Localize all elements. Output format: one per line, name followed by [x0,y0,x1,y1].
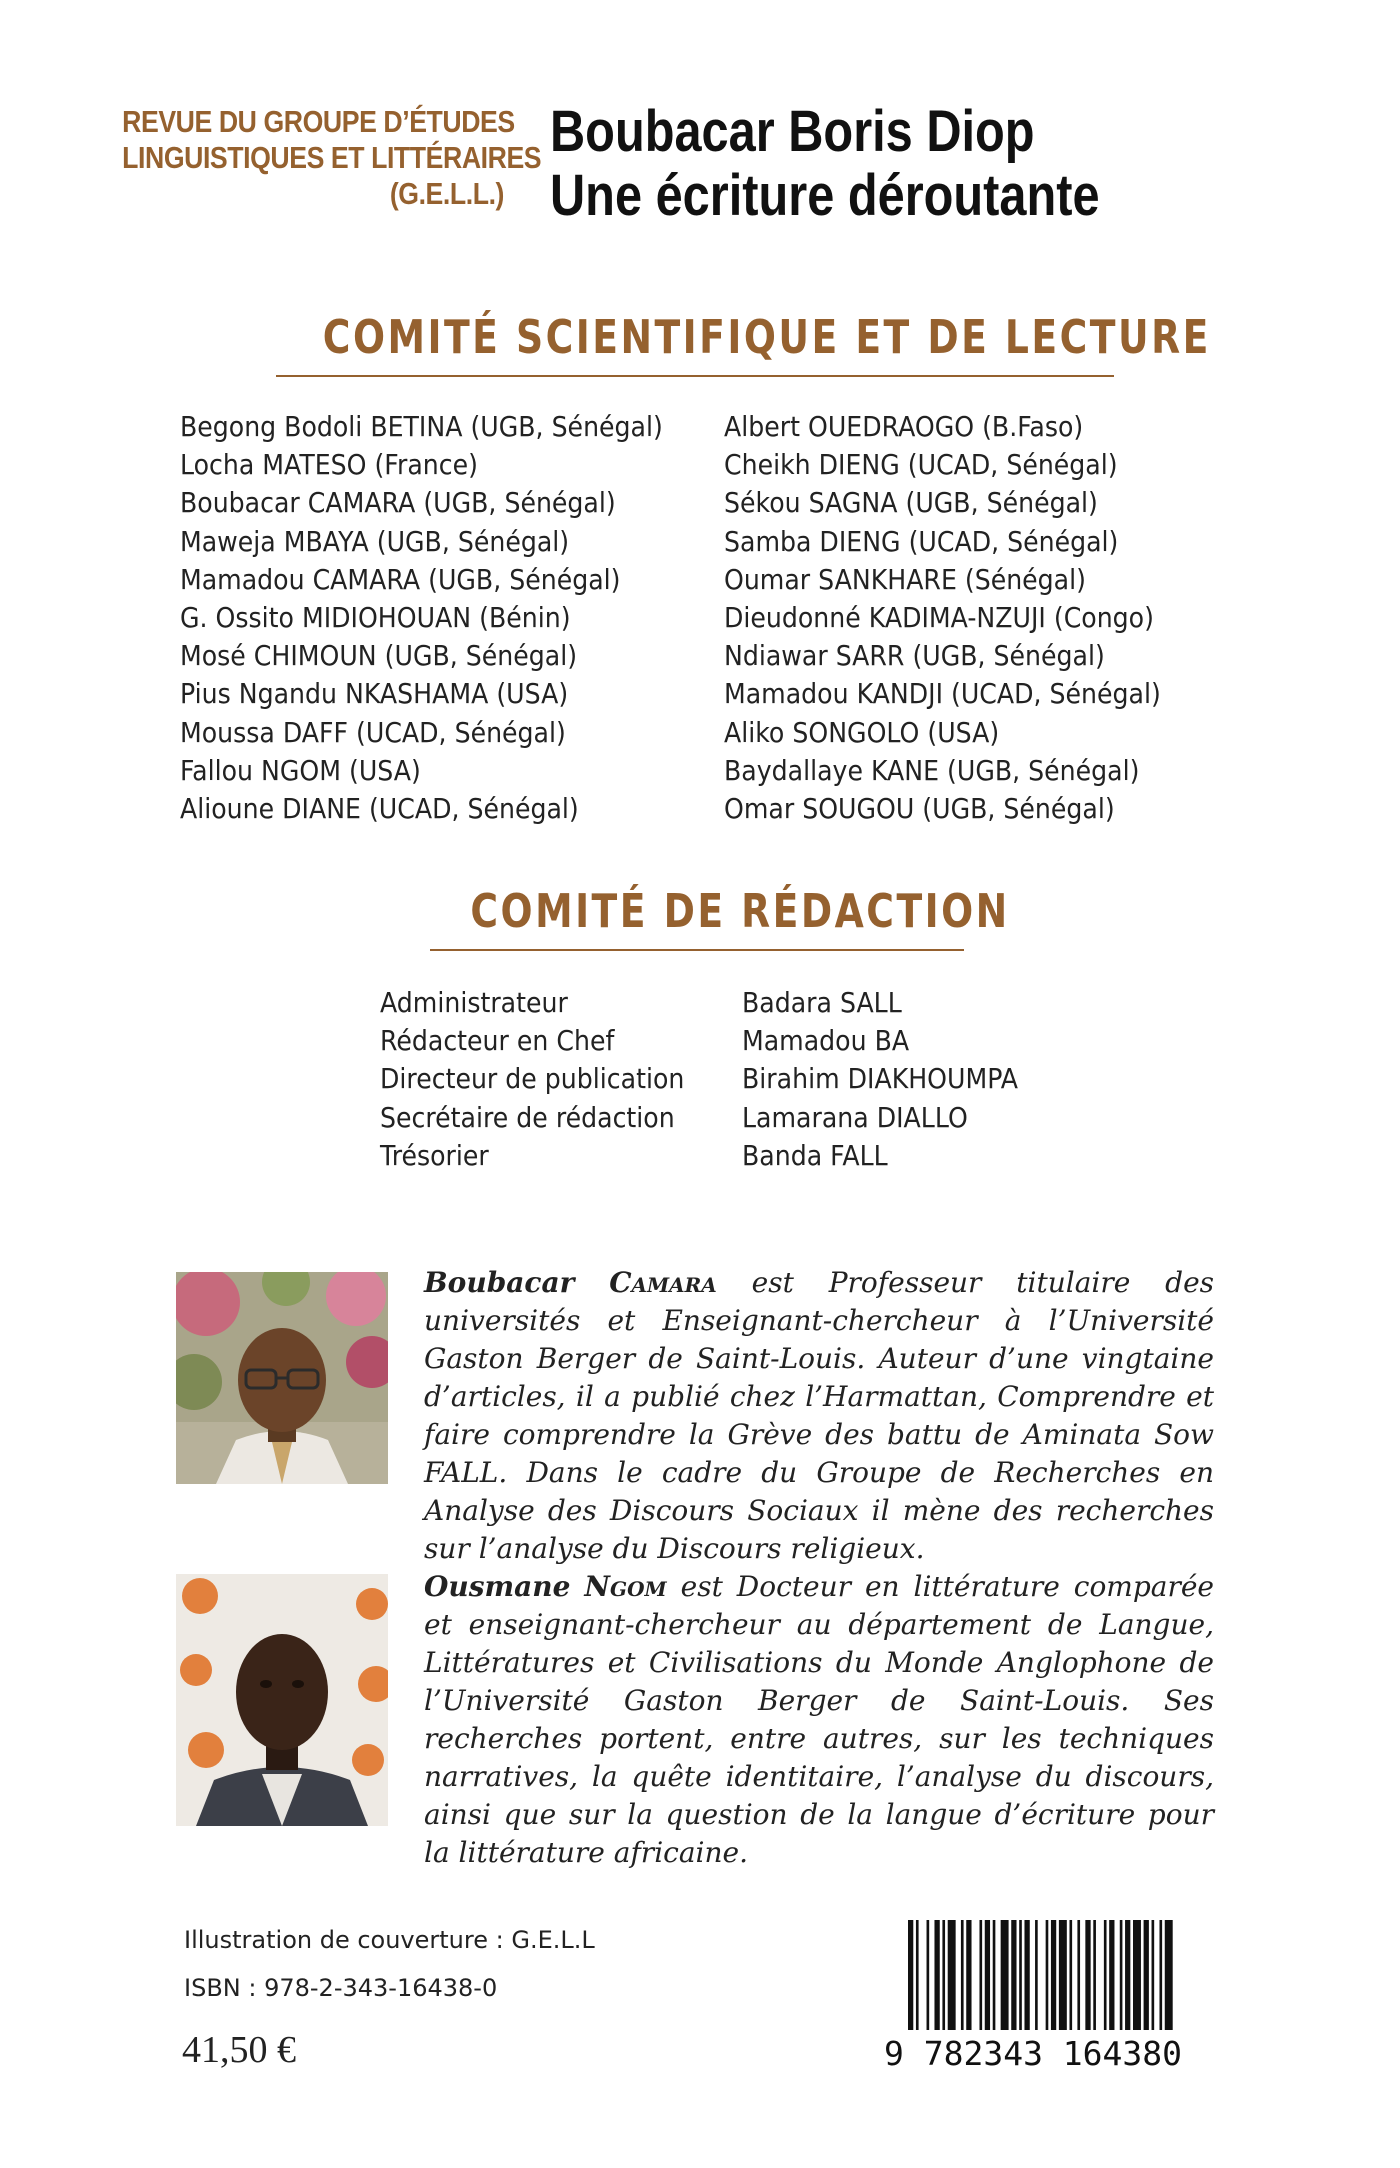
editorial-name: Mamadou BA [742,1024,910,1058]
committee-member: Mamadou KANDJI (UCAD, Sénégal) [724,677,1161,711]
bio-ngom [424,1568,1214,1872]
barcode-bar [908,1920,913,2030]
barcode-bar [961,1920,964,2030]
editorial-role: Rédacteur en Chef [380,1024,615,1058]
editorial-roles-column [380,984,718,1175]
barcode-bar [1133,1920,1141,2030]
committee-member: Locha MATESO (France) [180,448,478,482]
committee-member: Pius Ngandu NKASHAMA (USA) [180,677,569,711]
title-line: Une écriture déroutante [550,163,1100,228]
barcode-bar [966,1920,971,2030]
barcode-bar [1019,1920,1022,2030]
committee-member: Cheikh DIENG (UCAD, Sénégal) [724,448,1118,482]
journal-name [122,104,542,212]
barcode-bar [1046,1920,1049,2030]
barcode-bar [1051,1920,1056,2030]
barcode-bar [942,1920,945,2030]
barcode-bar [1001,1920,1009,2030]
committee-member: Mosé CHIMOUN (UGB, Sénégal) [180,639,578,673]
barcode-bar [1093,1920,1096,2030]
editorial-role: Secrétaire de rédaction [380,1100,675,1134]
editorial-name: Lamarana DIALLO [742,1100,968,1134]
editorial-role: Administrateur [380,986,568,1019]
barcode-bar [979,1920,982,2030]
committee-member: Albert OUEDRAOGO (B.Faso) [724,410,1084,443]
scientific-committee-right-column [724,408,1209,828]
editorial-names-column [742,984,1049,1175]
barcode-bar [1109,1920,1114,2030]
barcode-bar [927,1920,930,2030]
bio-first-name: Ousmane [424,1570,571,1603]
barcode-bar [916,1920,919,2030]
barcode-digits: 9 782343 164380 [884,2034,1183,2073]
scientific-committee-left-column [180,408,716,828]
committee-member: Boubacar CAMARA (UGB, Sénégal) [180,486,616,520]
editorial-name: Badara SALL [742,986,902,1019]
editorial-committee-heading: COMITÉ DE RÉDACTION [470,884,1010,938]
author-photo-camara [176,1272,388,1484]
committee-member: Dieudonné KADIMA-NZUJI (Congo) [724,601,1154,635]
committee-member: Alioune DIANE (UCAD, Sénégal) [180,792,579,826]
committee-member: Baydallaye KANE (UGB, Sénégal) [724,753,1140,787]
price: 41,50 € [182,2029,296,2071]
journal-line: (G.E.L.L.) [389,176,504,211]
committee-member: Mamadou CAMARA (UGB, Sénégal) [180,562,621,596]
illustration-credit: Illustration de couverture : G.E.L.L [184,1926,595,1954]
heading-rule [276,375,1114,377]
committee-member: Oumar SANKHARE (Sénégal) [724,562,1086,596]
barcode-bar [1165,1920,1173,2030]
isbn: ISBN : 978-2-343-16438-0 [184,1974,498,2002]
editorial-role: Trésorier [380,1138,489,1172]
heading-rule [430,949,964,951]
editorial-role: Directeur de publication [380,1062,685,1096]
bio-text: est Docteur en littérature comparée et enseignant-chercheur au département de Langue, Littératures et Civilisations du Monde Anglophone de l’Université Gaston Berger de Saint-Louis. Ses recherches portent, entre autres, sur les techniques narratives, la quête identitaire, l’analyse du discours, ainsi que sur la question de la langue d’écriture pour la littérature africaine. [424,1570,1215,1869]
committee-member: Moussa DAFF (UCAD, Sénégal) [180,715,566,749]
barcode-bar [1152,1920,1155,2030]
committee-member: Samba DIENG (UCAD, Sénégal) [724,524,1119,558]
barcode-bar [985,1920,990,2030]
bio-first-name: Boubacar [424,1266,575,1299]
barcode-bar [1159,1920,1162,2030]
author-photo-ngom [176,1574,388,1826]
committee-member: Sékou SAGNA (UGB, Sénégal) [724,486,1098,520]
barcode-bar [1069,1920,1072,2030]
committee-member: Ndiawar SARR (UGB, Sénégal) [724,639,1105,673]
committee-member: Aliko SONGOLO (USA) [724,715,1000,749]
barcode-bar [1144,1920,1149,2030]
barcode-bar [1120,1920,1123,2030]
barcode-bar [948,1920,956,2030]
editorial-name: Birahim DIAKHOUMPA [742,1062,1019,1096]
bio-text: est Professeur titulaire des universités et Enseignant-chercheur à l’Université Gaston Berger de Saint-Louis. Auteur d’une vingtaine d’articles, il a publié chez l’Harmattan, Comprendre et faire comprendre la Grève des battu de Aminata Sow FALL. Dans le cadre du Groupe de Recherches en Analyse des Discours Sociaux il mène des recherches sur l’analyse du Discours religieux. [424,1266,1215,1565]
journal-line: REVUE DU GROUPE D’ÉTUDES [122,104,515,139]
barcode-bar [993,1920,996,2030]
barcode-bar [1059,1920,1067,2030]
barcode-bar [934,1920,939,2030]
committee-member: Omar SOUGOU (UGB, Sénégal) [724,792,1115,826]
scientific-committee-heading: COMITÉ SCIENTIFIQUE ET DE LECTURE [322,310,1211,364]
barcode-bar [1011,1920,1016,2030]
barcode-bar [1085,1920,1090,2030]
bio-last-name: Ngom [584,1570,667,1603]
barcode-bar [1125,1920,1130,2030]
bio-camara [424,1264,1214,1568]
barcode-bar [1024,1920,1029,2030]
committee-member: G. Ossito MIDIOHOUAN (Bénin) [180,601,571,635]
bio-last-name: Camara [609,1266,717,1299]
barcode-bar [1035,1920,1038,2030]
barcode-bar [1077,1920,1080,2030]
barcode-bar [1104,1920,1107,2030]
committee-member: Begong Bodoli BETINA (UGB, Sénégal) [180,410,663,443]
journal-line: LINGUISTIQUES ET LITTÉRAIRES [122,140,542,175]
committee-member: Fallou NGOM (USA) [180,753,421,787]
book-title [550,100,1100,228]
title-line: Boubacar Boris Diop [550,99,1035,164]
editorial-name: Banda FALL [742,1138,888,1172]
committee-member: Maweja MBAYA (UGB, Sénégal) [180,524,570,558]
